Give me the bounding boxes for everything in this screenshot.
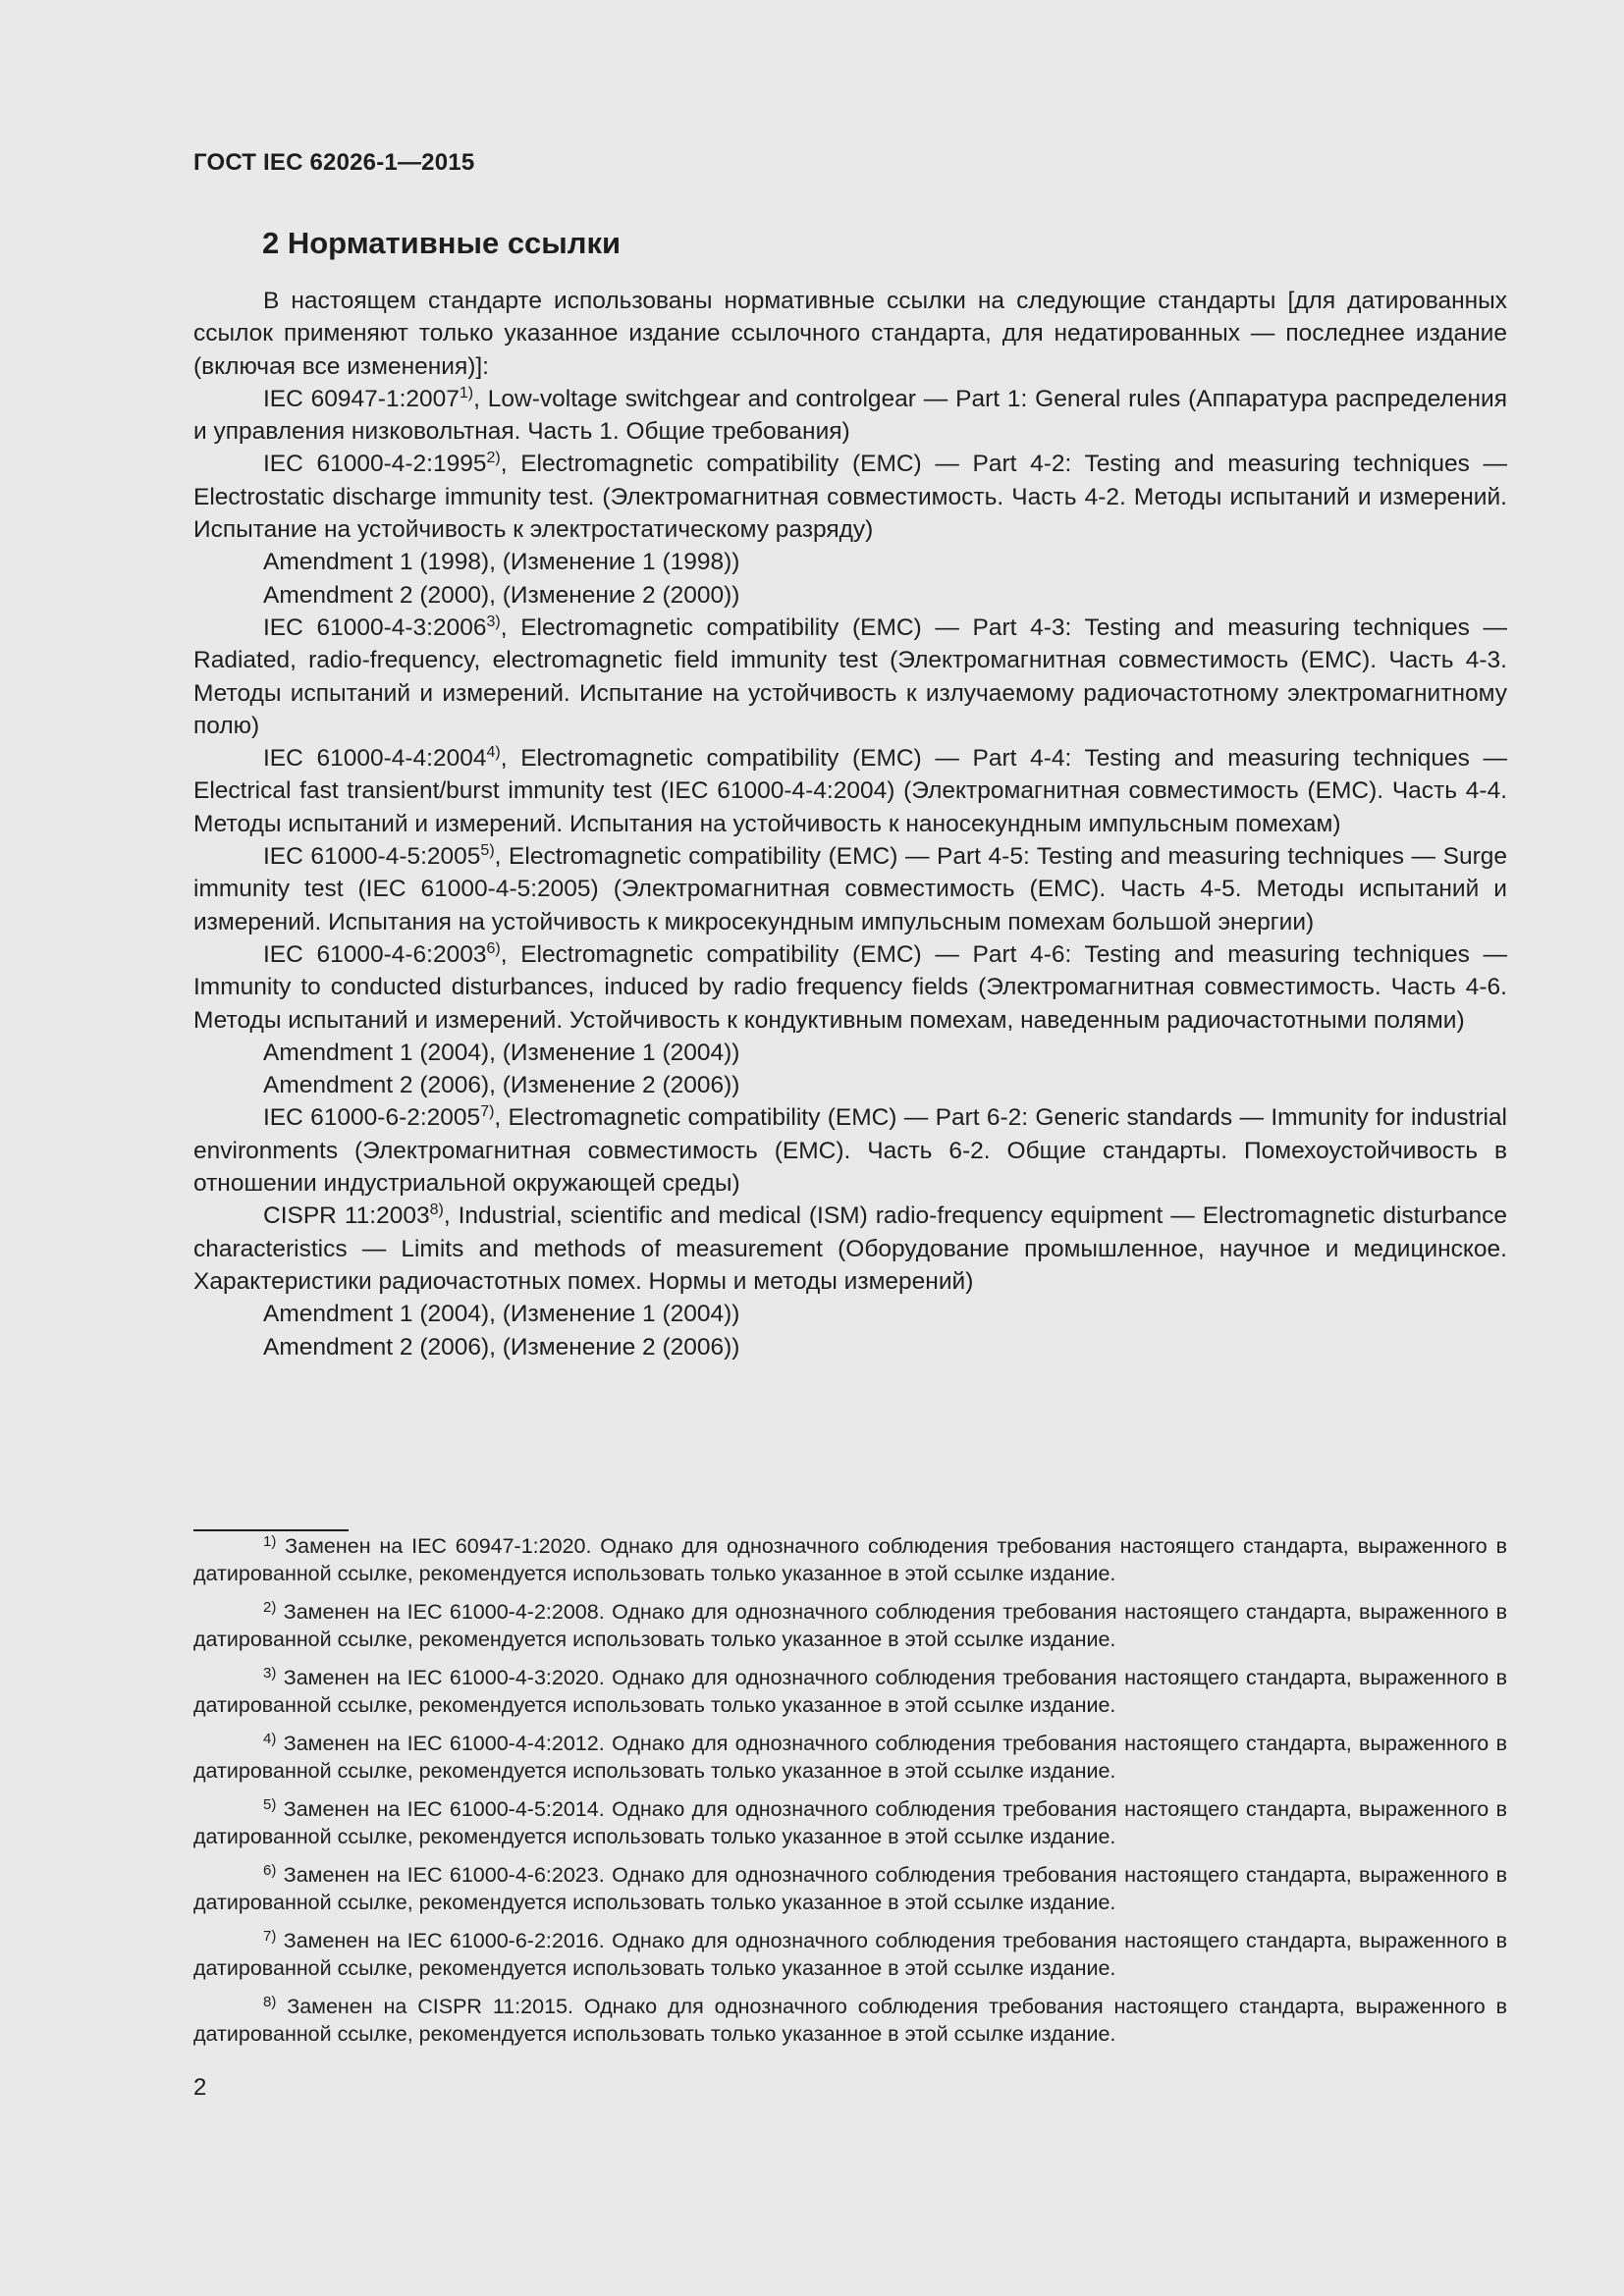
footnotes-block xyxy=(193,1532,1507,2058)
normative-references-body xyxy=(193,285,1507,1363)
footnote-number: 6) xyxy=(263,1862,277,1879)
reference-title: , Electromagnetic compatibility (EMC) — Part 4-5: Testing and measuring techniques — Surge immunity test (IEC 61000-4-5:2005) (Электромагнитная совместимость (ЕМС). Часть 4-5. Методы испытаний и измерений. Испытания на устойчивость к микросекундным импульсным помехам большой энергии) xyxy=(193,843,1507,935)
reference-code: IEC 61000-6-2:2005 xyxy=(263,1104,481,1132)
reference-title: , Electromagnetic compatibility (EMC) — Part 4-4: Testing and measuring techniques — Electrical fast transient/burst immunity test (IEC 61000-4-4:2004) (Электромагнитная совместимость (ЕМС). Часть 4-4. Методы испытаний и измерений. Испытания на устойчивость к наносекундным импульсным помехам) xyxy=(193,745,1507,837)
reference-entry xyxy=(193,1200,1507,1298)
footnote-text: Заменен на IEC 61000-4-2:2008. Однако для однозначного соблюдения требования настоящего стандарта, выраженного в датированной ссылке, рекомендуется использовать только указанное в этой ссылке издание. xyxy=(193,1600,1507,1651)
footnote-text: Заменен на IEC 61000-4-5:2014. Однако для однозначного соблюдения требования настоящего стандарта, выраженного в датированной ссылке, рекомендуется использовать только указанное в этой ссылке издание. xyxy=(193,1797,1507,1848)
footnote-marker: 8) xyxy=(429,1201,444,1219)
reference-entry xyxy=(193,840,1507,938)
reference-entry xyxy=(193,448,1507,546)
reference-title: , Low-voltage switchgear and controlgear — Part 1: General rules (Аппаратура распределения и управления низковольтная. Часть 1. Общие требования) xyxy=(193,385,1508,446)
reference-code: IEC 61000-4-2:1995 xyxy=(263,451,487,478)
reference-title: , Industrial, scientific and medical (ISM) radio-frequency equipment — Electromagnetic disturbance characteristics — Limits and methods of measurement (Оборудование промышленное, научное и медицинское. Характеристики радиочастотных помех. Нормы и методы измерений) xyxy=(193,1202,1507,1295)
reference-entry xyxy=(193,612,1507,742)
reference-code: IEC 60947-1:2007 xyxy=(263,385,460,412)
footnote-marker: 1) xyxy=(459,384,474,401)
footnote-number: 3) xyxy=(263,1665,277,1682)
footnote-text: Заменен на IEC 61000-4-3:2020. Однако для однозначного соблюдения требования настоящего стандарта, выраженного в датированной ссылке, рекомендуется использовать только указанное в этой ссылке издание. xyxy=(193,1666,1507,1717)
footnote xyxy=(193,1861,1507,1916)
footnote xyxy=(193,1993,1507,2048)
footnote-marker: 6) xyxy=(486,939,501,957)
footnote-text: Заменен на IEC 61000-4-6:2023. Однако для однозначного соблюдения требования настоящего стандарта, выраженного в датированной ссылке, рекомендуется использовать только указанное в этой ссылке издание. xyxy=(193,1863,1507,1914)
footnote-marker: 5) xyxy=(480,842,495,860)
footnote xyxy=(193,1795,1507,1850)
reference-title: , Electromagnetic compatibility (EMC) — Part 4-3: Testing and measuring techniques — Radiated, radio-frequency, electromagnetic field immunity test (Электромагнитная совместимость (ЕМС). Часть 4-3. Методы испытаний и измерений. Испытание на устойчивость к излучаемому радиочастотному электромагнитному полю) xyxy=(193,614,1507,739)
footnote-number: 2) xyxy=(263,1599,277,1616)
page-number: 2 xyxy=(193,2074,207,2101)
footnote-marker: 4) xyxy=(486,744,501,762)
section-title: 2 Нормативные ссылки xyxy=(262,226,622,260)
footnote-marker: 2) xyxy=(486,450,501,467)
footnote-number: 8) xyxy=(263,1994,277,2010)
footnote xyxy=(193,1598,1507,1653)
footnote-number: 5) xyxy=(263,1796,277,1813)
amendment-line: Amendment 2 (2006), (Изменение 2 (2006)) xyxy=(263,1333,740,1361)
amendment-line: Amendment 1 (2004), (Изменение 1 (2004)) xyxy=(263,1301,740,1328)
footnote-text: Заменен на CISPR 11:2015. Однако для однозначного соблюдения требования настоящего стандарта, выраженного в датированной ссылке, рекомендуется использовать только указанное в этой ссылке издание. xyxy=(193,1995,1507,2046)
footnote xyxy=(193,1730,1507,1785)
reference-title: , Electromagnetic compatibility (EMC) — Part 6-2: Generic standards — Immunity for industrial environments (Электромагнитная совместимость (ЕМС). Часть 6-2. Общие стандарты. Помехоустойчивость в отношении индустриальной окружающей среды) xyxy=(193,1104,1507,1198)
amendment-line: Amendment 1 (2004), (Изменение 1 (2004)) xyxy=(263,1039,740,1066)
footnote xyxy=(193,1664,1507,1719)
document-code-header: ГОСТ IEC 62026-1—2015 xyxy=(193,149,475,176)
reference-entry xyxy=(193,742,1507,840)
footnote-text: Заменен на IEC 61000-4-4:2012. Однако для однозначного соблюдения требования настоящего стандарта, выраженного в датированной ссылке, рекомендуется использовать только указанное в этой ссылке издание. xyxy=(193,1732,1507,1783)
reference-code: IEC 61000-4-4:2004 xyxy=(263,745,487,773)
footnote xyxy=(193,1532,1507,1587)
reference-code: IEC 61000-4-3:2006 xyxy=(263,614,487,641)
reference-title: , Electromagnetic compatibility (EMC) — Part 4-2: Testing and measuring techniques — Electrostatic discharge immunity test. (Электромагнитная совместимость. Часть 4-2. Методы испытаний и измерений. Испытание на устойчивость к электростатическому разряду) xyxy=(193,451,1507,544)
footnote xyxy=(193,1927,1507,1982)
reference-entry xyxy=(193,383,1507,449)
amendment-line: Amendment 1 (1998), (Изменение 1 (1998)) xyxy=(263,549,740,576)
footnote-separator xyxy=(193,1529,349,1531)
footnote-marker: 3) xyxy=(486,613,501,630)
reference-code: IEC 61000-4-6:2003 xyxy=(263,940,487,968)
reference-title: , Electromagnetic compatibility (EMC) — Part 4-6: Testing and measuring techniques — Immunity to conducted disturbances, induced by radio frequency fields (Электромагнитная совместимость. Часть 4-6. Методы испытаний и измерений. Устойчивость к кондуктивным помехам, наведенным радиочастотными полями) xyxy=(193,940,1507,1034)
reference-code: IEC 61000-4-5:2005 xyxy=(263,843,481,871)
intro-paragraph: В настоящем стандарте использованы нормативные ссылки на следующие стандарты [для датированных ссылок применяют только указанное издание ссылочного стандарта, для недатированных — последнее издание (включая все изменения)]: xyxy=(193,288,1507,380)
footnote-text: Заменен на IEC 61000-6-2:2016. Однако для однозначного соблюдения требования настоящего стандарта, выраженного в датированной ссылке, рекомендуется использовать только указанное в этой ссылке издание. xyxy=(193,1929,1507,1980)
footnote-number: 7) xyxy=(263,1928,277,1945)
amendment-line: Amendment 2 (2000), (Изменение 2 (2000)) xyxy=(263,581,740,609)
footnote-number: 1) xyxy=(263,1533,277,1550)
reference-entry xyxy=(193,938,1507,1037)
reference-code: CISPR 11:2003 xyxy=(263,1202,430,1230)
footnote-number: 4) xyxy=(263,1731,277,1747)
footnote-marker: 7) xyxy=(480,1103,495,1121)
footnote-text: Заменен на IEC 60947-1:2020. Однако для однозначного соблюдения требования настоящего стандарта, выраженного в датированной ссылке, рекомендуется использовать только указанное в этой ссылке издание. xyxy=(193,1534,1507,1585)
amendment-line: Amendment 2 (2006), (Изменение 2 (2006)) xyxy=(263,1072,740,1099)
reference-entry xyxy=(193,1101,1507,1200)
